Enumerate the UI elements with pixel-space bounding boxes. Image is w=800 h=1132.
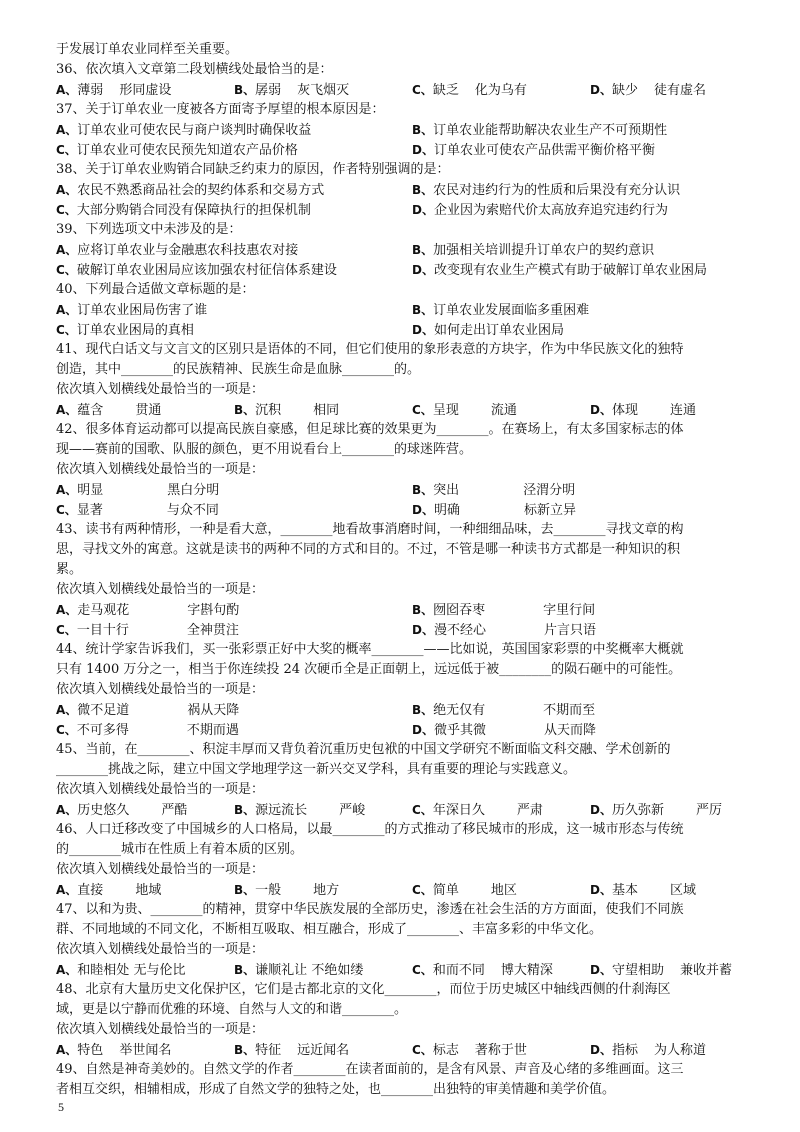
q40-stem: 40、下列最合适做文章标题的是： [56,282,255,297]
q44-option-d: D、微乎其微 从天而降 [412,723,596,738]
document-body [56,40,768,1100]
q47-option-d: D、守望相助 兼收并蓄 [590,963,732,978]
q40-options-row2 [56,320,768,340]
q39-stem: 39、下列选项文中未涉及的是： [56,222,242,237]
q48-ask: 依次填入划横线处最恰当的一项是： [56,1022,265,1037]
q42-option-b: B、突出 泾渭分明 [412,483,576,498]
q41-stem: 41、现代白话文与文言文的区别只是语体的不同，但它们使用的象形表意的方块字，作为中华民族文化的独特 创造，其中________的民族精神、民族生命是血脉________的。 [56,342,684,377]
q36-option-d: D、缺少 徒有虚名 [590,83,706,98]
q43-options-row2 [56,620,768,640]
q38-options-row1 [56,180,768,200]
q41-ask: 依次填入划横线处最恰当的一项是： [56,382,265,397]
q41-options [56,400,768,420]
q37-stem: 37、关于订单农业一度被各方面寄予厚望的根本原因是： [56,102,385,117]
q40-options-row1 [56,300,768,320]
q46-option-d: D、基本 区域 [590,883,696,898]
q39-option-d: D、改变现有农业生产模式有助于破解订单农业困局 [412,263,707,278]
q44-ask: 依次填入划横线处最恰当的一项是： [56,682,265,697]
q44-stem: 44、统计学家告诉我们，买一张彩票正好中大奖的概率________——比如说，英国国家彩票的中奖概率大概就 只有 1400 万分之一，相当于你连续投 24 次硬币全是正面朝上，远远低于被________的陨石砸中的可能性。 [56,642,684,677]
q40-option-b: B、订单农业发展面临多重困难 [412,303,590,318]
q40-option-d: D、如何走出订单农业困局 [412,323,564,338]
q42-option-d: D、明确 标新立异 [412,503,576,518]
q43-option-b: B、囫囵吞枣 字里行间 [412,603,596,618]
q38-option-b: B、农民对违约行为的性质和后果没有充分认识 [412,183,681,198]
q38-option-d: D、企业因为索赔代价太高放弃追究违约行为 [412,203,668,218]
q46-ask: 依次填入划横线处最恰当的一项是： [56,862,265,877]
q42-options-row2 [56,500,768,520]
q45-option-d: D、历久弥新 严厉 [590,803,722,818]
q42-options-row1 [56,480,768,500]
intro-line: 于发展订单农业同样至关重要。 [56,42,239,57]
q47-option-b: B、谦顺礼让 不绝如缕 [234,963,364,978]
q37-options-row1 [56,120,768,140]
q39-options-row2 [56,260,768,280]
q43-option-d: D、漫不经心 片言只语 [412,623,596,638]
q45-option-a: A、历史悠久 严酷 [56,803,188,818]
q44-option-b: B、绝无仅有 不期而至 [412,703,596,718]
q41-option-c: C、呈现 流通 [412,403,517,418]
q48-option-d: D、指标 为人称道 [590,1043,706,1058]
q39-option-b: B、加强相关培训提升订单农户的契约意识 [412,243,655,258]
q42-option-c: C、显著 与众不同 [56,503,219,518]
q43-ask: 依次填入划横线处最恰当的一项是： [56,582,265,597]
q48-option-c: C、标志 著称于世 [412,1043,527,1058]
q44-option-a: A、微不足道 祸从天降 [56,703,240,718]
q46-stem: 46、人口迁移改变了中国城乡的人口格局，以最________的方式推动了移民城市的形成，这一城市形态与传统 的________城市在性质上有着本质的区别。 [56,822,684,857]
q37-option-a: A、订单农业可使农民与商户谈判时确保收益 [56,123,312,138]
q44-options-row1 [56,700,768,720]
q37-option-d: D、订单农业可使农产品供需平衡价格平衡 [412,143,655,158]
q44-option-c: C、不可多得 不期而遇 [56,723,239,738]
q36-option-a: A、薄弱 形同虚设 [56,83,172,98]
q39-option-c: C、破解订单农业困局应该加强农村征信体系建设 [56,263,337,278]
q42-option-a: A、明显 黑白分明 [56,483,220,498]
q42-ask: 依次填入划横线处最恰当的一项是： [56,462,265,477]
q39-options-row1 [56,240,768,260]
q37-options-row2 [56,140,768,160]
q36-option-b: B、孱弱 灰飞烟灭 [234,83,350,98]
q43-option-a: A、走马观花 字斟句酌 [56,603,240,618]
q48-stem: 48、北京有大量历史文化保护区，它们是古都北京的文化________，而位于历史城区中轴线西侧的什刹海区 域，更是以宁静而优雅的环境、自然与人文的和谐________。 [56,982,671,1017]
q46-option-b: B、一般 地方 [234,883,340,898]
q38-option-c: C、大部分购销合同没有保障执行的担保机制 [56,203,311,218]
page-number: 5 [58,1100,64,1114]
q48-options [56,1040,768,1060]
q42-stem: 42、很多体育运动都可以提高民族自豪感，但足球比赛的效果更为________。在赛场上，有太多国家标志的体 现——赛前的国歌、队服的颜色，更不用说看台上________的球迷阵营。 [56,422,684,457]
q41-option-a: A、蕴含 贯通 [56,403,162,418]
q45-ask: 依次填入划横线处最恰当的一项是： [56,782,265,797]
q49-stem: 49、自然是神奇美妙的。自然文学的作者________在读者面前的，是含有风景、声音及心绪的多维画面。这三 者相互交织，相辅相成，形成了自然文学的独特之处，也________出独特的审美情趣和美学价值。 [56,1062,684,1097]
q48-option-b: B、特征 远近闻名 [234,1043,350,1058]
q41-option-d: D、体现 连通 [590,403,696,418]
q47-options [56,960,768,980]
q45-option-c: C、年深日久 严肃 [412,803,543,818]
q44-options-row2 [56,720,768,740]
q38-option-a: A、农民不熟悉商品社会的契约体系和交易方式 [56,183,325,198]
q41-option-b: B、沉积 相同 [234,403,340,418]
q40-option-c: C、订单农业困局的真相 [56,323,194,338]
q46-option-a: A、直接 地域 [56,883,162,898]
q40-option-a: A、订单农业困局伤害了谁 [56,303,208,318]
q46-options [56,880,768,900]
q47-ask: 依次填入划横线处最恰当的一项是： [56,942,265,957]
q39-option-a: A、应将订单农业与金融惠农科技惠农对接 [56,243,299,258]
q37-option-c: C、订单农业可使农民预先知道农产品价格 [56,143,298,158]
q45-stem: 45、当前，在________、积淀丰厚而又背负着沉重历史包袱的中国文学研究不断面临文科交融、学术创新的 ________挑战之际，建立中国文学地理学这一新兴交叉学科，具有重要的理论与实践意义。 [56,742,671,777]
q43-stem: 43、读书有两种情形，一种是看大意，________地看故事消磨时间，一种细细品味，去________寻找文章的构 思，寻找文外的寓意。这就是读书的两种不同的方式和目的。不过，不管是哪一种读书方式都是一种知识的积 累。 [56,522,684,577]
q48-option-a: A、特色 举世闻名 [56,1043,172,1058]
q47-stem: 47、以和为贵、________的精神，贯穿中华民族发展的全部历史，渗透在社会生活的方方面面，使我们不同族 群、不同地域的不同文化，不断相互吸取、相互融合，形成了________、丰富多彩的中华文化。 [56,902,684,937]
q43-option-c: C、一目十行 全神贯注 [56,623,239,638]
q37-option-b: B、订单农业能帮助解决农业生产不可预期性 [412,123,668,138]
q36-option-c: C、缺乏 化为乌有 [412,83,527,98]
q36-stem: 36、依次填入文章第二段划横线处最恰当的是： [56,62,333,77]
q45-options [56,800,768,820]
q47-option-c: C、和而不同 博大精深 [412,963,553,978]
q38-options-row2 [56,200,768,220]
q46-option-c: C、简单 地区 [412,883,517,898]
q45-option-b: B、源远流长 严峻 [234,803,366,818]
q43-options-row1 [56,600,768,620]
q38-stem: 38、关于订单农业购销合同缺乏约束力的原因，作者特别强调的是： [56,162,450,177]
q36-options [56,80,768,100]
q47-option-a: A、和睦相处 无与伦比 [56,963,186,978]
